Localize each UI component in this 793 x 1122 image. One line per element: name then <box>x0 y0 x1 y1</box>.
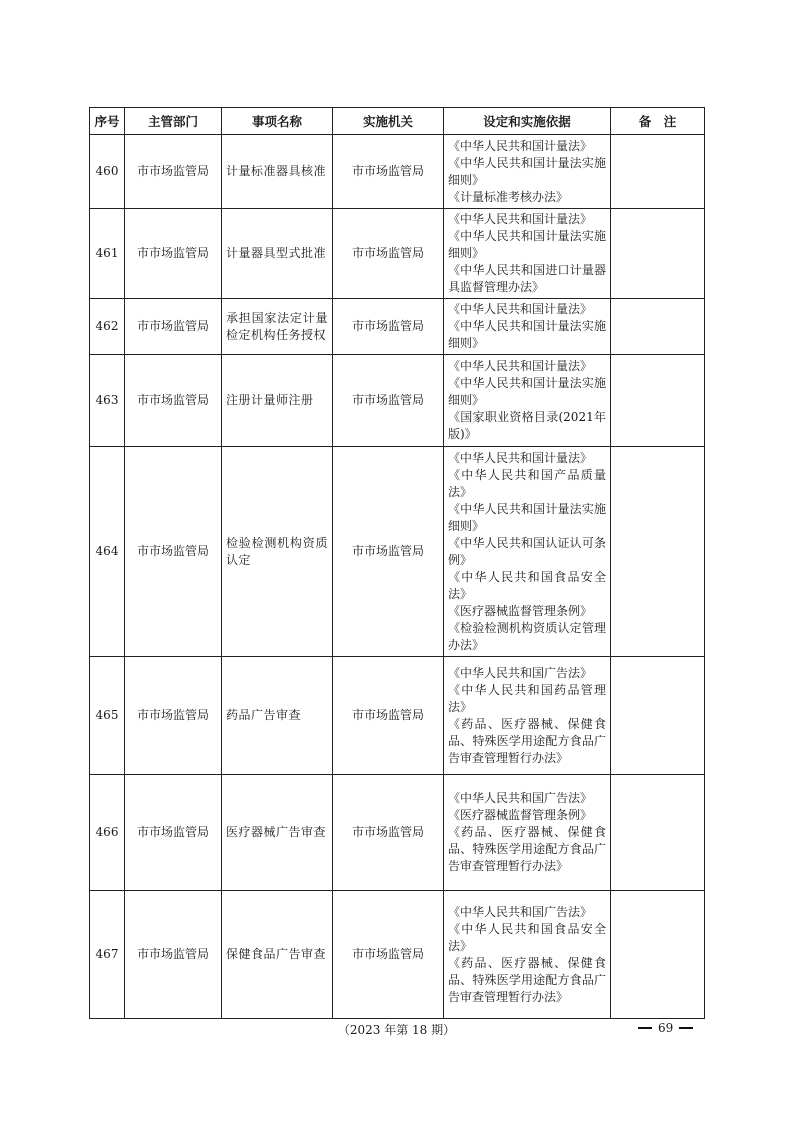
row-item-name: 计量标准器具核准 <box>222 135 333 209</box>
table-row <box>90 447 705 657</box>
basis-entry: 《中华人民共和国计量法实施细则》 <box>448 376 606 407</box>
row-agency: 市市场监管局 <box>333 447 444 657</box>
issue-label: （2023 年第 18 期） <box>337 1023 456 1037</box>
row-item-name: 药品广告审查 <box>222 657 333 775</box>
row-seq: 460 <box>90 135 125 209</box>
row-note <box>611 135 705 209</box>
table-row <box>90 135 705 209</box>
table-row <box>90 299 705 355</box>
basis-entry: 《中华人民共和国食品安全法》 <box>448 921 606 953</box>
row-agency: 市市场监管局 <box>333 209 444 299</box>
row-seq: 464 <box>90 447 125 657</box>
basis-entry: 《中华人民共和国药品管理法》 <box>448 682 606 714</box>
dash-right <box>679 1027 693 1029</box>
row-item-name: 检验检测机构资质认定 <box>222 447 333 657</box>
page-number: 69 <box>658 1021 674 1035</box>
table-row <box>90 891 705 1019</box>
page-number-block <box>632 1021 699 1035</box>
row-basis <box>444 209 611 299</box>
row-dept: 市市场监管局 <box>125 775 222 891</box>
row-agency: 市市场监管局 <box>333 775 444 891</box>
header-seq: 序号 <box>90 108 125 135</box>
table-row <box>90 355 705 447</box>
row-seq: 465 <box>90 657 125 775</box>
row-agency: 市市场监管局 <box>333 355 444 447</box>
basis-entry: 《中华人民共和国计量法》 <box>448 450 593 465</box>
header-dept: 主管部门 <box>125 108 222 135</box>
basis-entry: 《国家职业资格目录(2021年版)》 <box>448 410 606 441</box>
basis-entry: 《医疗器械监督管理条例》 <box>448 603 593 618</box>
row-note <box>611 775 705 891</box>
row-item-name: 医疗器械广告审查 <box>222 775 333 891</box>
basis-entry: 《中华人民共和国广告法》 <box>448 665 593 680</box>
row-agency: 市市场监管局 <box>333 299 444 355</box>
row-dept: 市市场监管局 <box>125 891 222 1019</box>
row-note <box>611 299 705 355</box>
header-item: 事项名称 <box>222 108 333 135</box>
basis-entry: 《药品、医疗器械、保健食品、特殊医学用途配方食品广告审查管理暂行办法》 <box>448 955 606 1004</box>
row-agency: 市市场监管局 <box>333 657 444 775</box>
basis-entry: 《中华人民共和国计量法》 <box>448 138 593 153</box>
items-table <box>89 107 705 1019</box>
table-row <box>90 775 705 891</box>
row-item-name: 注册计量师注册 <box>222 355 333 447</box>
basis-entry: 《中华人民共和国产品质量法》 <box>448 467 606 499</box>
basis-entry: 《中华人民共和国广告法》 <box>448 904 593 919</box>
row-dept: 市市场监管局 <box>125 355 222 447</box>
basis-entry: 《中华人民共和国计量法实施细则》 <box>448 319 606 350</box>
basis-entry: 《中华人民共和国认证认可条例》 <box>448 535 606 567</box>
basis-entry: 《计量标准考核办法》 <box>448 189 569 204</box>
row-agency: 市市场监管局 <box>333 135 444 209</box>
row-seq: 466 <box>90 775 125 891</box>
basis-entry: 《中华人民共和国计量法》 <box>448 212 593 226</box>
header-note: 备 注 <box>611 108 705 135</box>
row-basis <box>444 355 611 447</box>
row-note <box>611 355 705 447</box>
basis-entry: 《中华人民共和国计量法实施细则》 <box>448 229 606 260</box>
basis-entry: 《药品、医疗器械、保健食品、特殊医学用途配方食品广告审查管理暂行办法》 <box>448 825 606 873</box>
basis-entry: 《医疗器械监督管理条例》 <box>448 808 593 822</box>
basis-entry: 《中华人民共和国广告法》 <box>448 791 593 805</box>
row-item-name: 承担国家法定计量检定机构任务授权 <box>222 299 333 355</box>
table-row <box>90 657 705 775</box>
row-dept: 市市场监管局 <box>125 209 222 299</box>
row-item-name: 保健食品广告审查 <box>222 891 333 1019</box>
row-seq: 462 <box>90 299 125 355</box>
row-basis <box>444 775 611 891</box>
row-basis <box>444 447 611 657</box>
dash-left <box>638 1027 652 1029</box>
row-seq: 467 <box>90 891 125 1019</box>
row-dept: 市市场监管局 <box>125 657 222 775</box>
row-seq: 463 <box>90 355 125 447</box>
header-basis: 设定和实施依据 <box>444 108 611 135</box>
basis-entry: 《药品、医疗器械、保健食品、特殊医学用途配方食品广告审查管理暂行办法》 <box>448 716 606 765</box>
row-dept: 市市场监管局 <box>125 299 222 355</box>
row-note <box>611 657 705 775</box>
row-basis <box>444 135 611 209</box>
row-item-name: 计量器具型式批准 <box>222 209 333 299</box>
basis-entry: 《中华人民共和国计量法》 <box>448 359 593 373</box>
table-row <box>90 209 705 299</box>
basis-entry: 《中华人民共和国进口计量器具监督管理办法》 <box>448 263 606 294</box>
row-seq: 461 <box>90 209 125 299</box>
row-dept: 市市场监管局 <box>125 447 222 657</box>
table-body <box>90 135 705 1019</box>
row-agency: 市市场监管局 <box>333 891 444 1019</box>
basis-entry: 《中华人民共和国计量法实施细则》 <box>448 501 606 533</box>
row-basis <box>444 891 611 1019</box>
basis-entry: 《检验检测机构资质认定管理办法》 <box>448 620 606 652</box>
basis-entry: 《中华人民共和国计量法》 <box>448 302 593 316</box>
basis-entry: 《中华人民共和国计量法实施细则》 <box>448 155 606 187</box>
row-note <box>611 891 705 1019</box>
row-basis <box>444 657 611 775</box>
row-note <box>611 447 705 657</box>
row-dept: 市市场监管局 <box>125 135 222 209</box>
row-note <box>611 209 705 299</box>
header-agency: 实施机关 <box>333 108 444 135</box>
table-header-row <box>90 108 705 135</box>
row-basis <box>444 299 611 355</box>
basis-entry: 《中华人民共和国食品安全法》 <box>448 569 606 601</box>
